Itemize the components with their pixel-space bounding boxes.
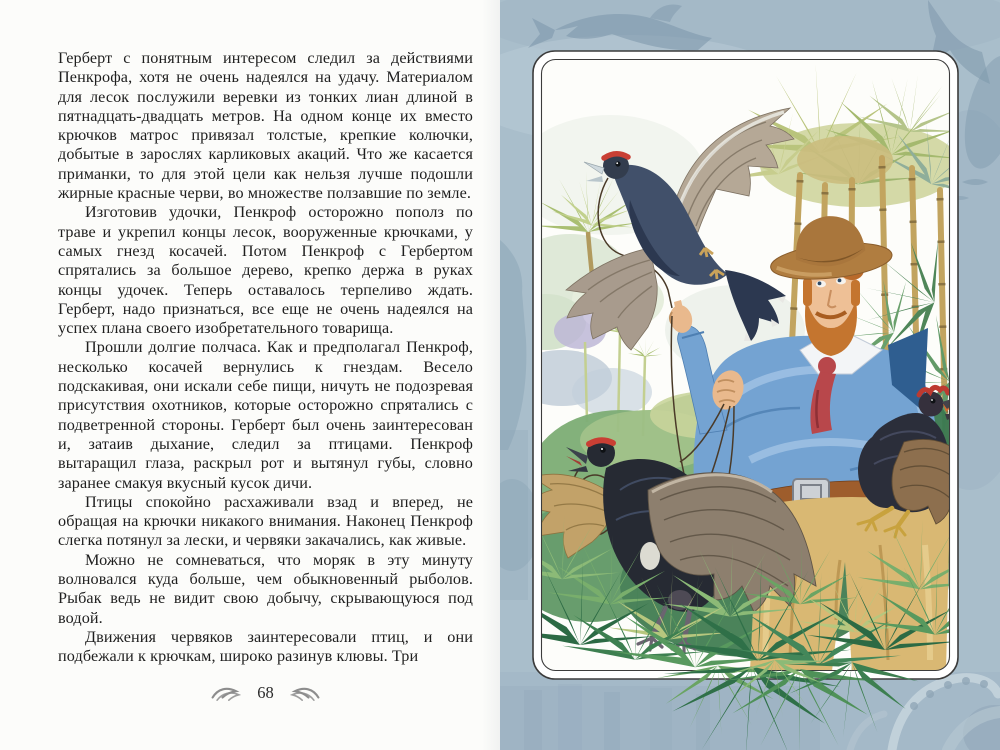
paragraph: Движения червяков заинтересовали птиц, и они подбежали к крючкам, широко разинув клювы. Три (58, 627, 473, 666)
body-text (58, 49, 473, 667)
paragraph: Герберт с понятным интересом следил за действиями Пенкрофа, хотя не очень надеялся на удачу. Материалом для лесок послужили веревки из тонких лиан длиной в пятнадцать-двадцать метров. На одном конце их вместо крючков матрос привязал толстые, крепкие колючки, добытые в зарослях карликовых акаций. Что же касается приманки, то для этой цели как нельзя лучше подошли жирные красные черви, во множестве ползавшие по земле. (58, 49, 473, 203)
page-footer (58, 683, 473, 703)
page-number: 68 (257, 683, 274, 702)
paragraph: Можно не сомневаться, что моряк в эту минуту волновался куда больше, чем обыкновенный рыболов. Рыбак ведь не видит свою добычу, скрывающуюся под водой. (58, 550, 473, 627)
paragraph: Изготовив удочки, Пенкроф осторожно пополз по траве и укрепил концы лесок, вооруженные крючками, у самых гнезд косачей. Потом Пенкроф с Гербертом спрятались за большое дерево, крепко держа в руках концы удочек. Теперь оставалось терпеливо ждать. Герберт, надо признаться, все еще не очень надеялся на успех плана своего изобретательного товарища. (58, 203, 473, 338)
swash-flourish-left-icon (210, 684, 244, 702)
illustration-plate (500, 0, 1000, 750)
paragraph: Прошли долгие полчаса. Как и предполагал Пенкроф, несколько косачей вернулись к гнездам. Весело подскакивая, они искали себе пищи, ничуть не подозревая присутствия охотников, которые осторожно спрятались с подветренной стороны. Герберт был очень заинтересован и, затаив дыхание, следил за птицами. Пенкроф вытаращил глаза, раскрыл рот и вытянул губы, словно заранее смакуя вкусный кусок дичи. (58, 338, 473, 492)
swash-flourish-right-icon (287, 684, 321, 702)
paragraph: Птицы спокойно расхаживали взад и вперед, не обращая на крючки никакого внимания. Наконец Пенкроф слегка потянул за лески, и червяки закачались, как живые. (58, 492, 473, 550)
right-book-page (500, 0, 1000, 750)
